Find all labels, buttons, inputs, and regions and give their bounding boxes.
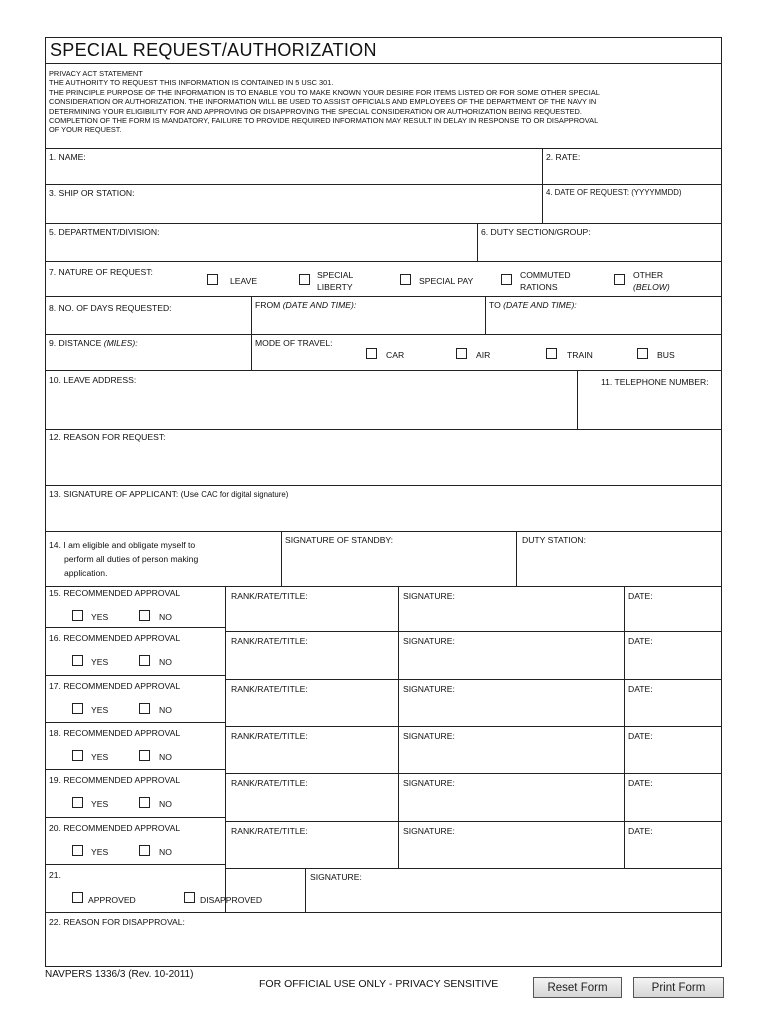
final-decision-label: 21. bbox=[49, 870, 61, 880]
privacy-line: CONSIDERATION OR AUTHORIZATION. THE INFORMATION WILL BE USED TO ASSIST OFFICIALS AND EMPLOYEES OF THE DEPARTMENT OF THE NAVY IN bbox=[49, 97, 597, 107]
from-text: FROM bbox=[255, 300, 283, 310]
approval-date-label: DATE: bbox=[628, 684, 653, 694]
car-label: CAR bbox=[386, 350, 405, 360]
rank-rate-title-label: RANK/RATE/TITLE: bbox=[231, 636, 308, 646]
approval-date-label: DATE: bbox=[628, 778, 653, 788]
form-frame bbox=[45, 37, 722, 967]
approved-checkbox[interactable] bbox=[72, 892, 83, 903]
from-paren: (DATE AND TIME): bbox=[282, 300, 357, 310]
rank-rate-title-label: RANK/RATE/TITLE: bbox=[231, 591, 308, 601]
distance-label bbox=[49, 338, 138, 348]
nature-of-request-label: 7. NATURE OF REQUEST: bbox=[49, 267, 153, 277]
applicant-signature-text: 13. SIGNATURE OF APPLICANT: (Use bbox=[49, 489, 202, 499]
to-paren: (DATE AND TIME): bbox=[503, 300, 577, 310]
rank-rate-title-label: RANK/RATE/TITLE: bbox=[231, 826, 308, 836]
recommend-yes-checkbox[interactable] bbox=[72, 845, 83, 856]
no-label: NO bbox=[159, 705, 172, 715]
train-label: TRAIN bbox=[567, 350, 593, 360]
applicant-signature-label bbox=[49, 489, 288, 500]
recommended-approval-label: 19. RECOMMENDED APPROVAL bbox=[49, 775, 181, 785]
no-label: NO bbox=[159, 612, 172, 622]
recommend-yes-checkbox[interactable] bbox=[72, 655, 83, 666]
privacy-line: THE PRINCIPLE PURPOSE OF THE INFORMATION IS TO ENABLE YOU TO MAKE KNOWN YOUR DESIRE FOR ITEMS LISTED OR FOR SOME OTHER SPECIAL bbox=[49, 87, 600, 97]
recommend-no-checkbox[interactable] bbox=[139, 797, 150, 808]
commuted-rations-checkbox[interactable] bbox=[501, 274, 512, 285]
approver-signature-label: SIGNATURE: bbox=[403, 731, 455, 741]
yes-label: YES bbox=[91, 657, 109, 667]
approver-signature-label: SIGNATURE: bbox=[403, 778, 455, 788]
privacy-line: OF YOUR REQUEST. bbox=[49, 125, 122, 135]
no-label: NO bbox=[159, 847, 172, 857]
date-of-request-label: 4. DATE OF REQUEST: (YYYYMMDD) bbox=[546, 188, 682, 197]
approver-signature-label: SIGNATURE: bbox=[403, 636, 455, 646]
approval-date-label: DATE: bbox=[628, 826, 653, 836]
standby-signature-label: SIGNATURE OF STANDBY: bbox=[285, 535, 394, 545]
reason-for-request-label: 12. REASON FOR REQUEST: bbox=[49, 432, 166, 442]
yes-label: YES bbox=[91, 612, 109, 622]
recommended-approval-label: 16. RECOMMENDED APPROVAL bbox=[49, 633, 181, 643]
distance-paren: (MILES): bbox=[103, 338, 138, 348]
other-checkbox[interactable] bbox=[614, 274, 625, 285]
to-text: TO bbox=[489, 300, 504, 310]
commuted-rations-label-2: RATIONS bbox=[520, 282, 558, 292]
reason-for-disapproval-label: 22. REASON FOR DISAPPROVAL: bbox=[49, 917, 185, 927]
privacy-act-statement bbox=[49, 69, 717, 135]
special-pay-checkbox[interactable] bbox=[400, 274, 411, 285]
special-liberty-label-1: SPECIAL bbox=[317, 270, 354, 280]
recommended-approval-label: 15. RECOMMENDED APPROVAL bbox=[49, 588, 181, 598]
recommended-approval-label: 20. RECOMMENDED APPROVAL bbox=[49, 823, 181, 833]
other-label-1: OTHER bbox=[633, 270, 664, 280]
from-label bbox=[255, 300, 356, 310]
days-requested-label: 8. NO. OF DAYS REQUESTED: bbox=[49, 303, 172, 313]
name-label: 1. NAME: bbox=[49, 152, 86, 162]
yes-label: YES bbox=[91, 847, 109, 857]
leave-checkbox[interactable] bbox=[207, 274, 218, 285]
yes-label: YES bbox=[91, 752, 109, 762]
commuted-rations-label-1: COMMUTED bbox=[520, 270, 571, 280]
air-checkbox[interactable] bbox=[456, 348, 467, 359]
recommend-yes-checkbox[interactable] bbox=[72, 703, 83, 714]
privacy-line: DETERMINING YOUR ELIGIBILITY FOR AND APPROVING OR DISAPPROVING THE SPECIAL CONSIDERATION OR AUTHORIZATION BEING REQUESTED. bbox=[49, 106, 582, 116]
to-label bbox=[489, 300, 577, 310]
special-liberty-checkbox[interactable] bbox=[299, 274, 310, 285]
eligibility-line-1: 14. I am eligible and obligate myself to bbox=[49, 540, 196, 550]
recommend-no-checkbox[interactable] bbox=[139, 703, 150, 714]
recommend-yes-checkbox[interactable] bbox=[72, 797, 83, 808]
recommend-no-checkbox[interactable] bbox=[139, 610, 150, 621]
reset-form-button[interactable]: Reset Form bbox=[533, 977, 622, 998]
print-form-button[interactable]: Print Form bbox=[633, 977, 724, 998]
recommend-no-checkbox[interactable] bbox=[139, 845, 150, 856]
approver-signature-label: SIGNATURE: bbox=[403, 826, 455, 836]
privacy-notice: FOR OFFICIAL USE ONLY - PRIVACY SENSITIVE bbox=[259, 978, 499, 990]
disapproved-checkbox[interactable] bbox=[184, 892, 195, 903]
leave-address-label: 10. LEAVE ADDRESS: bbox=[49, 375, 137, 385]
air-label: AIR bbox=[476, 350, 491, 360]
approved-label: APPROVED bbox=[88, 895, 136, 905]
recommend-yes-checkbox[interactable] bbox=[72, 610, 83, 621]
recommended-approval-label: 17. RECOMMENDED APPROVAL bbox=[49, 681, 181, 691]
rank-rate-title-label: RANK/RATE/TITLE: bbox=[231, 778, 308, 788]
car-checkbox[interactable] bbox=[366, 348, 377, 359]
privacy-line: PRIVACY ACT STATEMENT bbox=[49, 69, 143, 78]
disapproved-label: DISAPPROVED bbox=[200, 895, 263, 905]
recommend-yes-checkbox[interactable] bbox=[72, 750, 83, 761]
distance-text: 9. DISTANCE bbox=[49, 338, 104, 348]
leave-option-label: LEAVE bbox=[230, 276, 258, 286]
approval-date-label: DATE: bbox=[628, 636, 653, 646]
bus-label: BUS bbox=[657, 350, 675, 360]
approver-signature-label: SIGNATURE: bbox=[403, 684, 455, 694]
recommended-approval-label: 18. RECOMMENDED APPROVAL bbox=[49, 728, 181, 738]
bus-checkbox[interactable] bbox=[637, 348, 648, 359]
privacy-line: COMPLETION OF THE FORM IS MANDATORY, FAILURE TO PROVIDE REQUIRED INFORMATION MAY RESULT IN DELAY IN RESPONSE TO OR DISAPPROVAL bbox=[49, 116, 599, 126]
mode-of-travel-label: MODE OF TRAVEL: bbox=[255, 338, 333, 348]
special-liberty-label-2: LIBERTY bbox=[317, 282, 353, 292]
duty-station-label: DUTY STATION: bbox=[522, 535, 586, 545]
duty-section-label: 6. DUTY SECTION/GROUP: bbox=[481, 227, 591, 237]
recommend-no-checkbox[interactable] bbox=[139, 750, 150, 761]
special-pay-label: SPECIAL PAY bbox=[419, 276, 474, 286]
applicant-signature-note: CAC for digital signature) bbox=[201, 490, 289, 499]
form-id: NAVPERS 1336/3 (Rev. 10-2011) bbox=[45, 969, 194, 980]
no-label: NO bbox=[159, 657, 172, 667]
yes-label: YES bbox=[91, 799, 109, 809]
rate-label: 2. RATE: bbox=[546, 152, 581, 162]
department-division-label: 5. DEPARTMENT/DIVISION: bbox=[49, 227, 160, 237]
rank-rate-title-label: RANK/RATE/TITLE: bbox=[231, 684, 308, 694]
other-label-2: (BELOW) bbox=[633, 282, 670, 292]
no-label: NO bbox=[159, 799, 172, 809]
eligibility-line-3: application. bbox=[64, 568, 108, 578]
recommend-no-checkbox[interactable] bbox=[139, 655, 150, 666]
final-signature-label: SIGNATURE: bbox=[310, 872, 362, 882]
approver-signature-label: SIGNATURE: bbox=[403, 591, 455, 601]
form-title: SPECIAL REQUEST/AUTHORIZATION bbox=[50, 40, 377, 60]
telephone-label: 11. TELEPHONE NUMBER: bbox=[601, 377, 709, 387]
privacy-line: THE AUTHORITY TO REQUEST THIS INFORMATION IS CONTAINED IN 5 USC 301. bbox=[49, 78, 334, 88]
no-label: NO bbox=[159, 752, 172, 762]
ship-station-label: 3. SHIP OR STATION: bbox=[49, 188, 135, 198]
approval-date-label: DATE: bbox=[628, 731, 653, 741]
train-checkbox[interactable] bbox=[546, 348, 557, 359]
approval-date-label: DATE: bbox=[628, 591, 653, 601]
eligibility-line-2: perform all duties of person making bbox=[64, 554, 199, 564]
yes-label: YES bbox=[91, 705, 109, 715]
rank-rate-title-label: RANK/RATE/TITLE: bbox=[231, 731, 308, 741]
